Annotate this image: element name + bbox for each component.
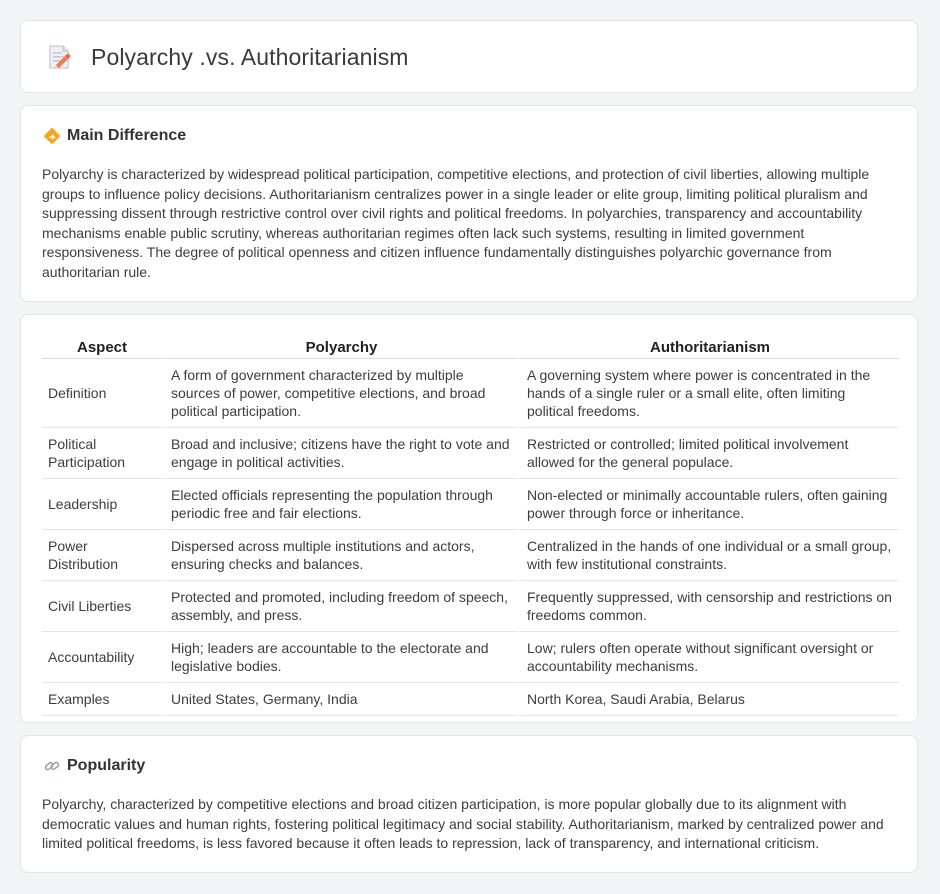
- row-authoritarianism: North Korea, Saudi Arabia, Belarus: [518, 683, 899, 716]
- table-row: [42, 359, 899, 428]
- popularity-heading: Popularity: [67, 757, 146, 774]
- row-polyarchy: Protected and promoted, including freedom of speech, assembly, and press.: [162, 581, 518, 632]
- comparison-card: [20, 314, 918, 723]
- row-aspect: Political Participation: [42, 428, 162, 479]
- main-difference-text: Polyarchy is characterized by widespread political participation, competitive elections, and protection of civil liberties, allowing multiple groups to influence policy decisions. Authoritarianism centralizes power in a single leader or elite group, limiting political pluralism and suppressing dissent through restrictive control over civil rights and political freedoms. In polyarchies, transparency and accountability mechanisms enable public scrutiny, whereas authoritarian regimes often lack such systems, resulting in limited government responsiveness. The degree of political openness and citizen influence fundamentally distinguishes polyarchic governance from authoritarian rule.: [42, 166, 870, 280]
- comparison-table: [42, 335, 899, 716]
- row-aspect: Power Distribution: [42, 530, 162, 581]
- row-authoritarianism: Centralized in the hands of one individual or a small group, with few institutional constraints.: [518, 530, 899, 581]
- row-aspect: Accountability: [42, 632, 162, 683]
- document-pencil-icon: [45, 43, 73, 71]
- table-row: [42, 530, 899, 581]
- link-icon: [43, 757, 61, 775]
- title-card: [20, 20, 918, 93]
- row-authoritarianism: Frequently suppressed, with censorship and restrictions on freedoms common.: [518, 581, 899, 632]
- main-difference-card: [20, 105, 918, 302]
- row-aspect: Definition: [42, 359, 162, 428]
- main-difference-heading: Main Difference: [67, 127, 187, 144]
- row-authoritarianism: A governing system where power is concentrated in the hands of a single ruler or a small elite, often limiting political freedoms.: [518, 359, 899, 428]
- diamond-sign-icon: [43, 127, 61, 145]
- row-polyarchy: A form of government characterized by multiple sources of power, competitive elections, and broad political participation.: [162, 359, 518, 428]
- table-row: [42, 479, 899, 530]
- row-aspect: Civil Liberties: [42, 581, 162, 632]
- row-aspect: Examples: [42, 683, 162, 716]
- row-authoritarianism: Restricted or controlled; limited political involvement allowed for the general populace.: [518, 428, 899, 479]
- row-polyarchy: United States, Germany, India: [162, 683, 518, 716]
- table-header-row: [42, 335, 899, 359]
- table-row: [42, 581, 899, 632]
- header-polyarchy: Polyarchy: [162, 335, 518, 359]
- row-authoritarianism: Non-elected or minimally accountable rulers, often gaining power through force or inheritance.: [518, 479, 899, 530]
- table-row: [42, 428, 899, 479]
- row-aspect: Leadership: [42, 479, 162, 530]
- header-aspect: Aspect: [42, 335, 162, 359]
- row-polyarchy: Broad and inclusive; citizens have the right to vote and engage in political activities.: [162, 428, 518, 479]
- popularity-text: Polyarchy, characterized by competitive elections and broad citizen participation, is more popular globally due to its alignment with democratic values and human rights, fostering political legitimacy and social stability. Authoritarianism, marked by centralized power and limited political freedoms, is less favored because it often leads to repression, lack of transparency, and international criticism.: [42, 796, 884, 852]
- row-polyarchy: Dispersed across multiple institutions and actors, ensuring checks and balances.: [162, 530, 518, 581]
- row-polyarchy: High; leaders are accountable to the electorate and legislative bodies.: [162, 632, 518, 683]
- row-polyarchy: Elected officials representing the population through periodic free and fair elections.: [162, 479, 518, 530]
- table-row: [42, 683, 899, 716]
- table-row: [42, 632, 899, 683]
- popularity-card: [20, 735, 918, 873]
- row-authoritarianism: Low; rulers often operate without significant oversight or accountability mechanisms.: [518, 632, 899, 683]
- page-title: Polyarchy .vs. Authoritarianism: [91, 43, 409, 70]
- header-authoritarianism: Authoritarianism: [518, 335, 899, 359]
